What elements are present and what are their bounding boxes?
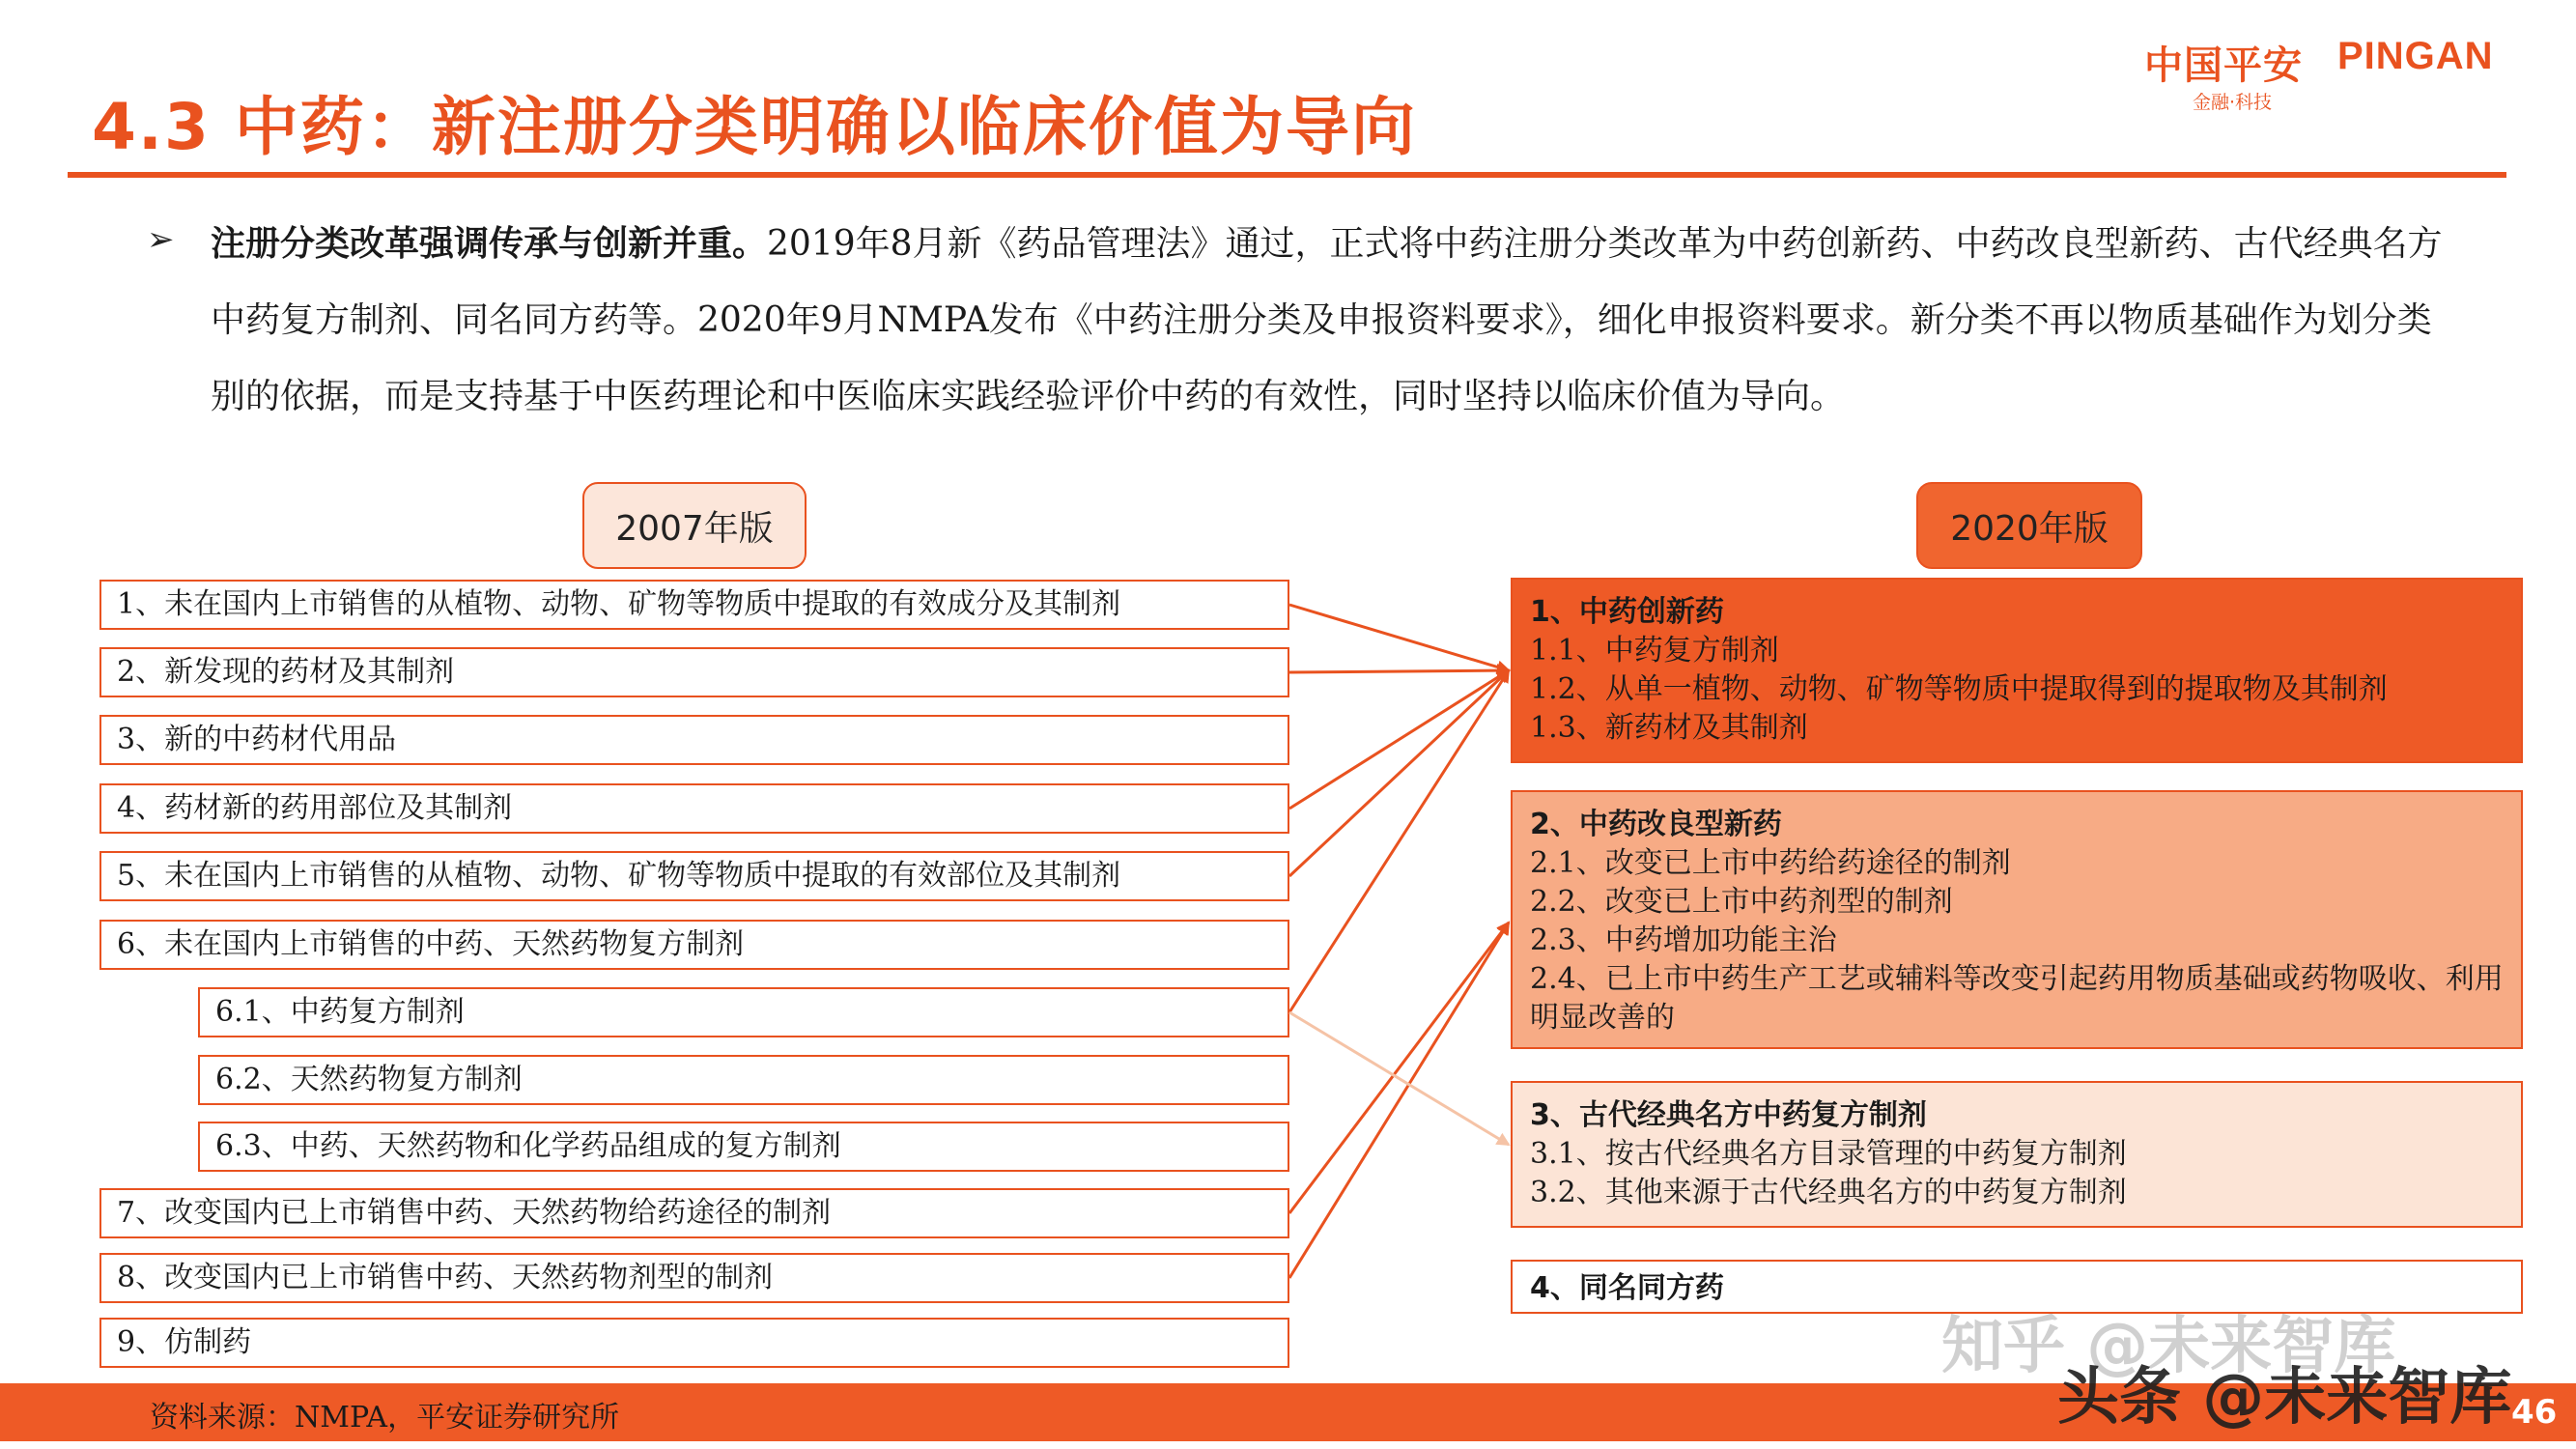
new-item-2-1: 2.1、改变已上市中药给药途径的制剂: [1530, 846, 2011, 880]
old-item-6-1: 6.1、中药复方制剂: [198, 987, 1289, 1037]
bullet-arrow-icon: ➢: [147, 220, 175, 259]
old-item-8: 8、改变国内已上市销售中药、天然药物剂型的制剂: [99, 1253, 1289, 1303]
new-item-1-2: 1.2、从单一植物、动物、矿物等物质中提取得到的提取物及其制剂: [1530, 672, 2388, 706]
version-2007-label: 2007年版: [582, 482, 807, 569]
old-item-2: 2、新发现的药材及其制剂: [99, 647, 1289, 697]
arrow-old8-to-new2: [1289, 923, 1509, 1278]
new-group-3: [1511, 1081, 2523, 1228]
bullet-paragraph: [211, 206, 2451, 435]
watermark-zhihu: 知乎 @未来智库: [1941, 1311, 2396, 1382]
logo-subtitle: 金融·科技: [2193, 92, 2273, 113]
page-title: 4.3 中药：新注册分类明确以临床价值为导向: [92, 90, 1417, 164]
version-2020-label: 2020年版: [1916, 482, 2142, 569]
old-item-6-2: 6.2、天然药物复方制剂: [198, 1055, 1289, 1105]
source-note: 资料来源：NMPA，平安证券研究所: [150, 1401, 620, 1435]
new-group-2-head: 2、中药改良型新药: [1530, 808, 1782, 841]
new-group-2: [1511, 790, 2523, 1049]
new-item-3-2: 3.2、其他来源于古代经典名方的中药复方制剂: [1530, 1176, 2127, 1209]
old-item-6-3: 6.3、中药、天然药物和化学药品组成的复方制剂: [198, 1122, 1289, 1172]
new-group-3-head: 3、古代经典名方中药复方制剂: [1530, 1098, 1927, 1132]
old-item-4: 4、药材新的药用部位及其制剂: [99, 783, 1289, 834]
pingan-logo: [2144, 35, 2550, 122]
old-item-9: 9、仿制药: [99, 1318, 1289, 1368]
new-item-2-2: 2.2、改变已上市中药剂型的制剂: [1530, 885, 1953, 919]
old-item-7: 7、改变国内已上市销售中药、天然药物给药途径的制剂: [99, 1188, 1289, 1238]
logo-en: PINGAN: [2337, 35, 2494, 77]
new-item-2-3: 2.3、中药增加功能主治: [1530, 923, 1837, 957]
bullet-bold: 注册分类改革强调传承与创新并重。: [211, 224, 768, 264]
new-item-3-1: 3.1、按古代经典名方目录管理的中药复方制剂: [1530, 1137, 2127, 1171]
arrow-old2-to-new1: [1289, 670, 1509, 672]
arrow-old5-to-new1: [1289, 670, 1509, 876]
new-group-4-head: 4、同名同方药: [1530, 1271, 1724, 1305]
arrow-old7-to-new2: [1289, 923, 1509, 1213]
watermark-toutiao: 头条 @未来智库: [2057, 1362, 2512, 1434]
arrow-old6-1-to-new3: [1289, 1012, 1509, 1145]
old-item-6: 6、未在国内上市销售的中药、天然药物复方制剂: [99, 920, 1289, 970]
arrow-old4-to-new1: [1289, 670, 1509, 809]
new-item-2-4: 2.4、已上市中药生产工艺或辅料等改变引起药用物质基础或药物吸收、利用明显改善的: [1530, 962, 2504, 1035]
new-item-1-1: 1.1、中药复方制剂: [1530, 634, 1779, 668]
old-item-5: 5、未在国内上市销售的从植物、动物、矿物等物质中提取的有效部位及其制剂: [99, 851, 1289, 901]
old-item-3: 3、新的中药材代用品: [99, 715, 1289, 765]
new-group-1: [1511, 578, 2523, 763]
old-item-1: 1、未在国内上市销售的从植物、动物、矿物等物质中提取的有效成分及其制剂: [99, 580, 1289, 630]
arrow-old1-to-new1: [1289, 605, 1509, 670]
title-divider: [68, 172, 2506, 178]
page-number: 46: [2511, 1393, 2558, 1432]
arrow-old6-1-to-new1: [1289, 670, 1509, 1012]
new-item-1-3: 1.3、新药材及其制剂: [1530, 711, 1808, 745]
logo-cn: 中国平安: [2144, 43, 2303, 88]
new-group-1-head: 1、中药创新药: [1530, 595, 1724, 629]
bullet-text: 2019年8月新《药品管理法》通过，正式将中药注册分类改革为中药创新药、中药改良型新药、古代经典名方中药复方制剂、同名同方药等。2020年9月NMPA发布《中药注册分类及申报资料要求》，细化申报资料要求。新分类不再以物质基础作为划分类别的依据，而是支持基于中医药理论和中医临床实践经验评价中药的有效性，同时坚持以临床价值为导向。: [211, 224, 2443, 416]
